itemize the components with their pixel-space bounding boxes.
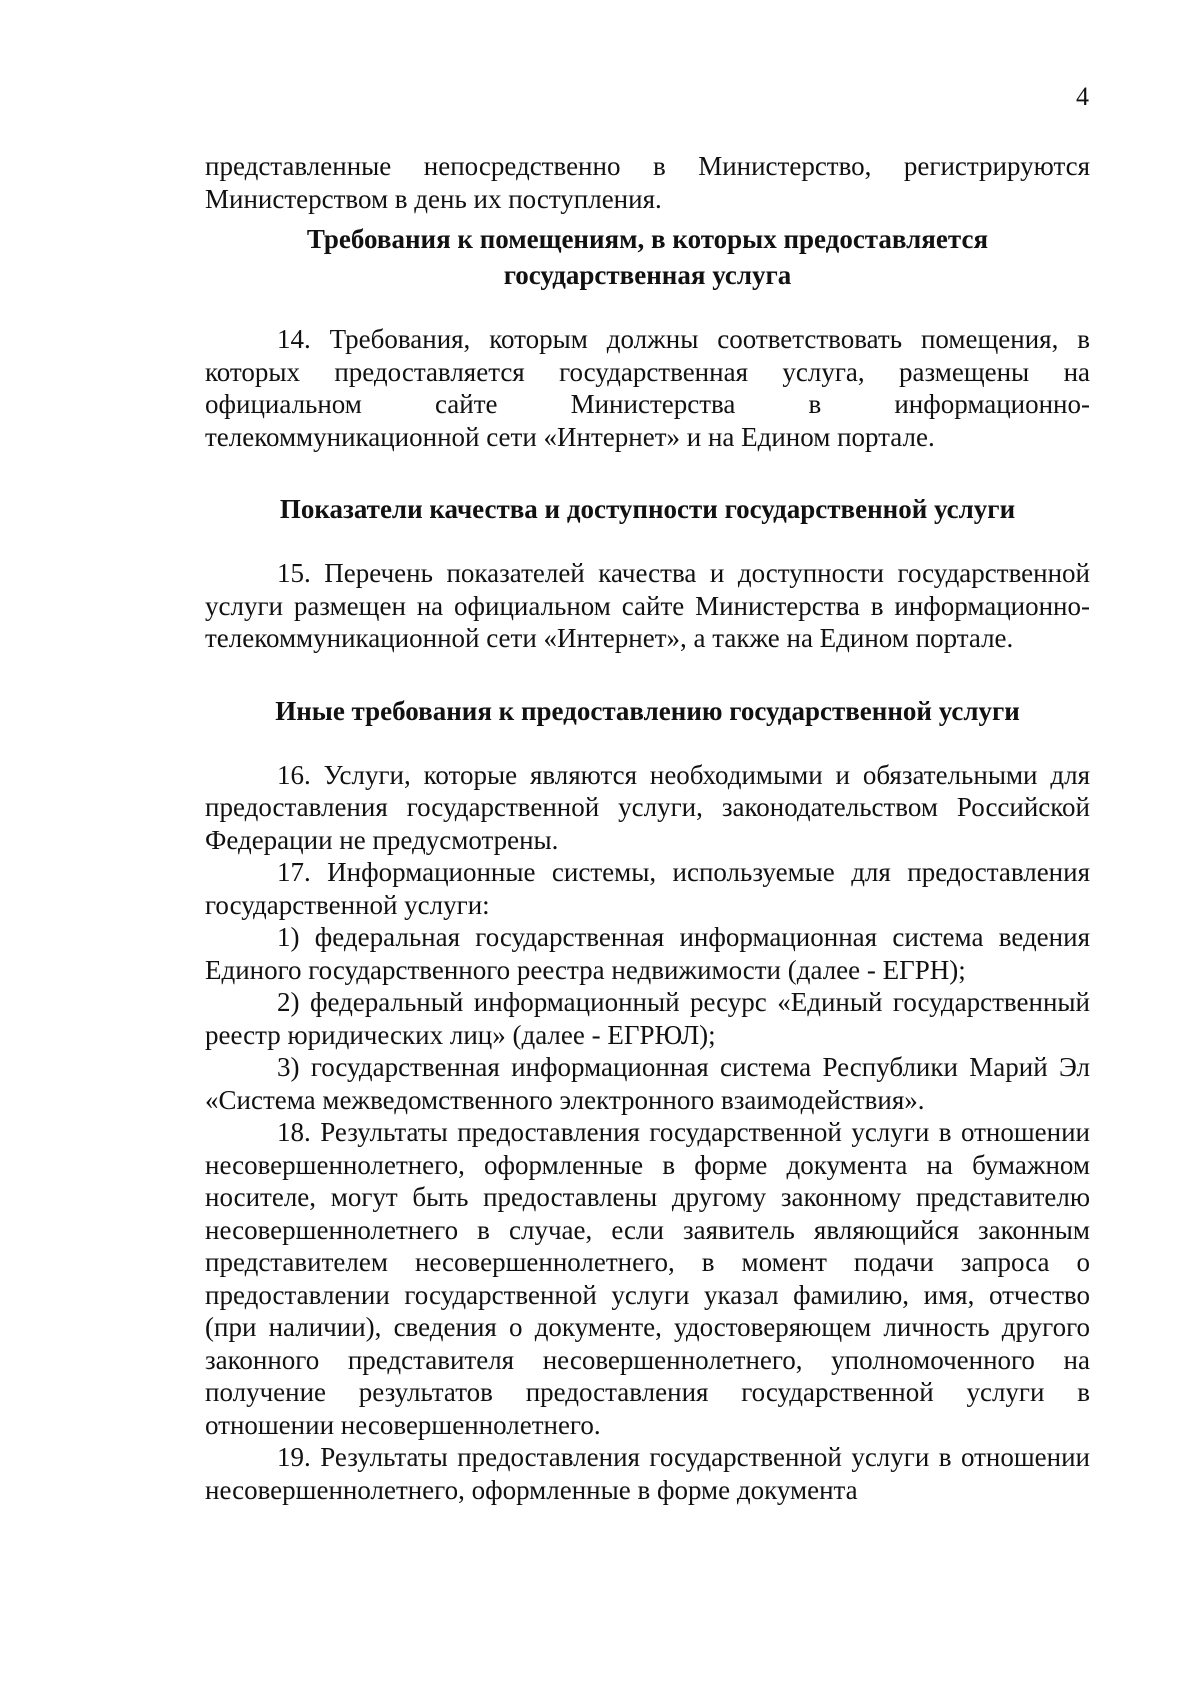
heading-quality-indicators: Показатели качества и доступности государственной услуги — [279, 494, 1016, 524]
paragraph-18: 18. Результаты предоставления государственной услуги в отношении несовершеннолетнего, оформленные в форме документа на бумажном носителе, могут быть предоставлены другому законному представителю несовершеннолетнего в случае, если заявитель являющийся законным представителем несовершеннолетнего, в момент подачи запроса о предоставлении государственной услуги указал фамилию, имя, отчество (при наличии), сведения о документе, удостоверяющем личность другого законного представителя несовершеннолетнего, уполномоченного на получение результатов предоставления государственной услуги в отношении несовершеннолетнего. — [205, 1117, 1090, 1440]
heading-other-requirements: Иные требования к предоставлению государственной услуги — [275, 695, 1020, 726]
paragraph-14: 14. Требования, которым должны соответствовать помещения, в которых предоставляется государственная услуга, размещены на официальном сайте Министерства в информационно-телекоммуникационной сети «Интернет» и на Едином портале. — [205, 324, 1090, 452]
document-body — [205, 150, 1090, 1506]
paragraph-19: 19. Результаты предоставления государственной услуги в отношении несовершеннолетнего, оформленные в форме документа — [205, 1442, 1090, 1505]
paragraph-intro: представленные непосредственно в Министерство, регистрируются Министерством в день их поступления. — [205, 151, 1090, 214]
page-number: 4 — [1076, 82, 1089, 111]
paragraph-17: 17. Информационные системы, используемые для предоставления государственной услуги: — [205, 857, 1090, 920]
paragraph-16: 16. Услуги, которые являются необходимыми и обязательными для предоставления государственной услуги, законодательством Российской Федерации не предусмотрены. — [205, 759, 1090, 855]
paragraph-15: 15. Перечень показателей качества и доступности государственной услуги размещен на официальном сайте Министерства в информационно-телекоммуникационной сети «Интернет», а также на Едином портале. — [205, 558, 1090, 653]
heading-premises-requirements: Требования к помещениям, в которых предоставляется государственная услуга — [306, 224, 989, 290]
paragraph-17-item-1: 1) федеральная государственная информационная система ведения Единого государственного реестра недвижимости (далее - ЕГРН); — [205, 922, 1090, 985]
paragraph-17-item-2: 2) федеральный информационный ресурс «Единый государственный реестр юридических лиц» (далее - ЕГРЮЛ); — [205, 987, 1090, 1050]
paragraph-17-item-3: 3) государственная информационная система Республики Марий Эл «Система межведомственного электронного взаимодействия». — [205, 1052, 1090, 1115]
